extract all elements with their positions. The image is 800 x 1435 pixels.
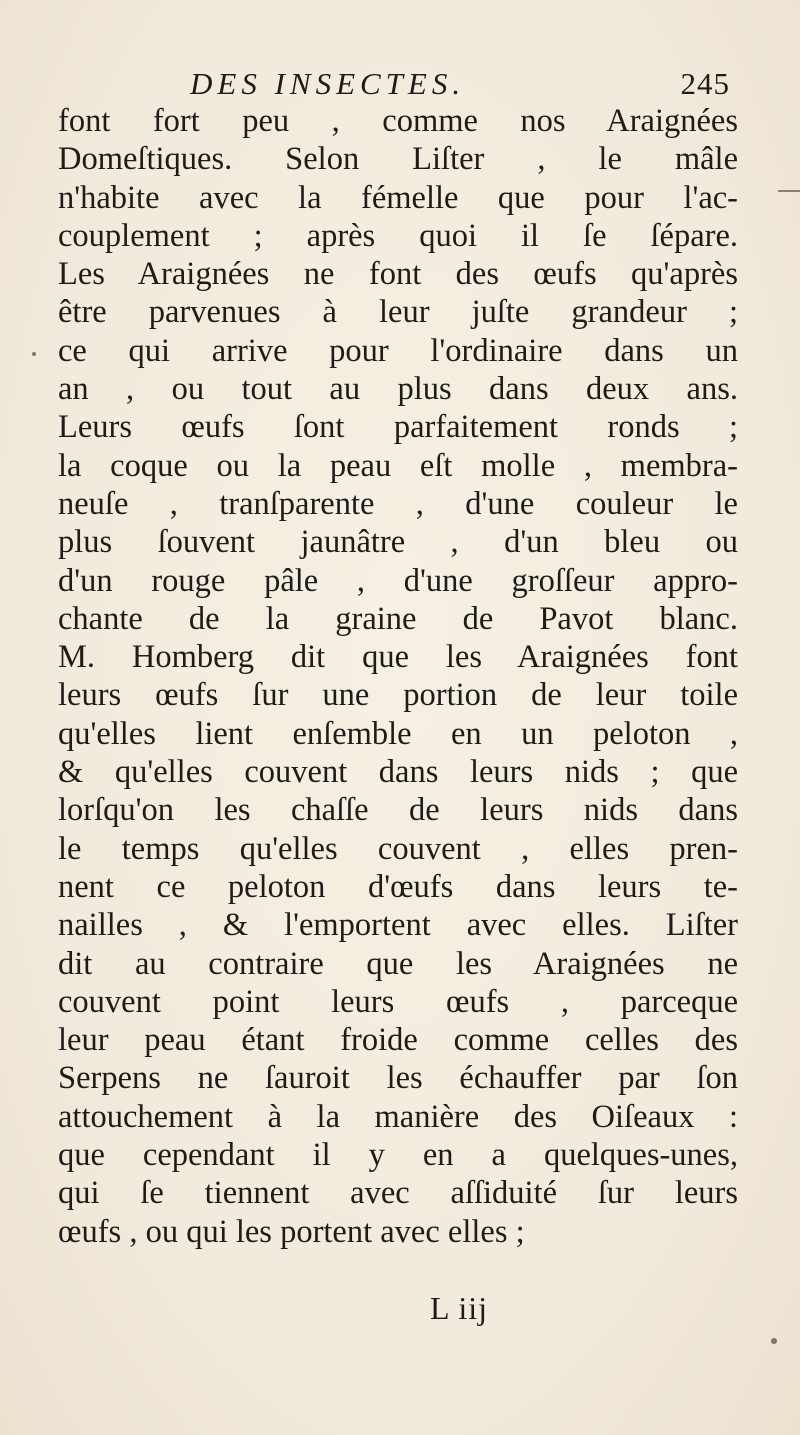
margin-rule (778, 190, 800, 192)
text-line: n'habite avec la fémelle que pour l'ac- (58, 179, 738, 216)
ink-spot (32, 352, 36, 356)
text-line: & qu'elles couvent dans leurs nids ; que (58, 754, 738, 791)
text-line: leur peau étant froide comme celles des (58, 1022, 738, 1059)
body-text (58, 102, 738, 1251)
text-line: qui ſe tiennent avec aſſiduité ſur leurs (58, 1175, 738, 1212)
text-line: M. Homberg dit que les Araignées font (58, 639, 738, 676)
text-line: dit au contraire que les Araignées ne (58, 945, 738, 982)
text-line: couplement ; après quoi il ſe ſépare. (58, 217, 738, 254)
text-line: qu'elles lient enſemble en un peloton , (58, 715, 738, 752)
page-number: 245 (680, 66, 730, 101)
text-line: an , ou tout au plus dans deux ans. (58, 371, 738, 408)
text-line: être parvenues à leur juſte grandeur ; (58, 294, 738, 331)
text-line: nent ce peloton d'œufs dans leurs te- (58, 868, 738, 905)
text-line: chante de la graine de Pavot blanc. (58, 600, 738, 637)
running-title: DES INSECTES. (190, 66, 466, 101)
signature-mark: L iij (430, 1290, 489, 1326)
text-line: que cependant il y en a quelques-unes, (58, 1137, 738, 1174)
ink-spot (771, 1338, 777, 1344)
text-line: neuſe , tranſparente , d'une couleur le (58, 485, 738, 522)
text-line: lorſqu'on les chaſſe de leurs nids dans (58, 792, 738, 829)
text-line: Serpens ne ſauroit les échauffer par ſon (58, 1060, 738, 1097)
text-line: le temps qu'elles couvent , elles pren- (58, 830, 738, 867)
text-line: nailles , & l'emportent avec elles. Liſter (58, 907, 738, 944)
text-line: plus ſouvent jaunâtre , d'un bleu ou (58, 524, 738, 561)
page-header (190, 66, 730, 106)
text-line: Les Araignées ne font des œufs qu'après (58, 256, 738, 293)
text-line: d'un rouge pâle , d'une groſſeur appro- (58, 562, 738, 599)
text-line: œufs , ou qui les portent avec elles ; (58, 1213, 525, 1250)
text-line: font fort peu , comme nos Araignées (58, 103, 738, 139)
text-line: Domeſtiques. Selon Liſter , le mâle (58, 141, 738, 178)
text-line: attouchement à la manière des Oiſeaux : (58, 1098, 738, 1135)
text-line: ce qui arrive pour l'ordinaire dans un (58, 332, 738, 369)
text-line: Leurs œufs ſont parfaitement ronds ; (58, 409, 738, 446)
text-line: la coque ou la peau eſt molle , membra- (58, 447, 738, 484)
text-line: leurs œufs ſur une portion de leur toile (58, 677, 738, 714)
text-line: couvent point leurs œufs , parceque (58, 983, 738, 1020)
